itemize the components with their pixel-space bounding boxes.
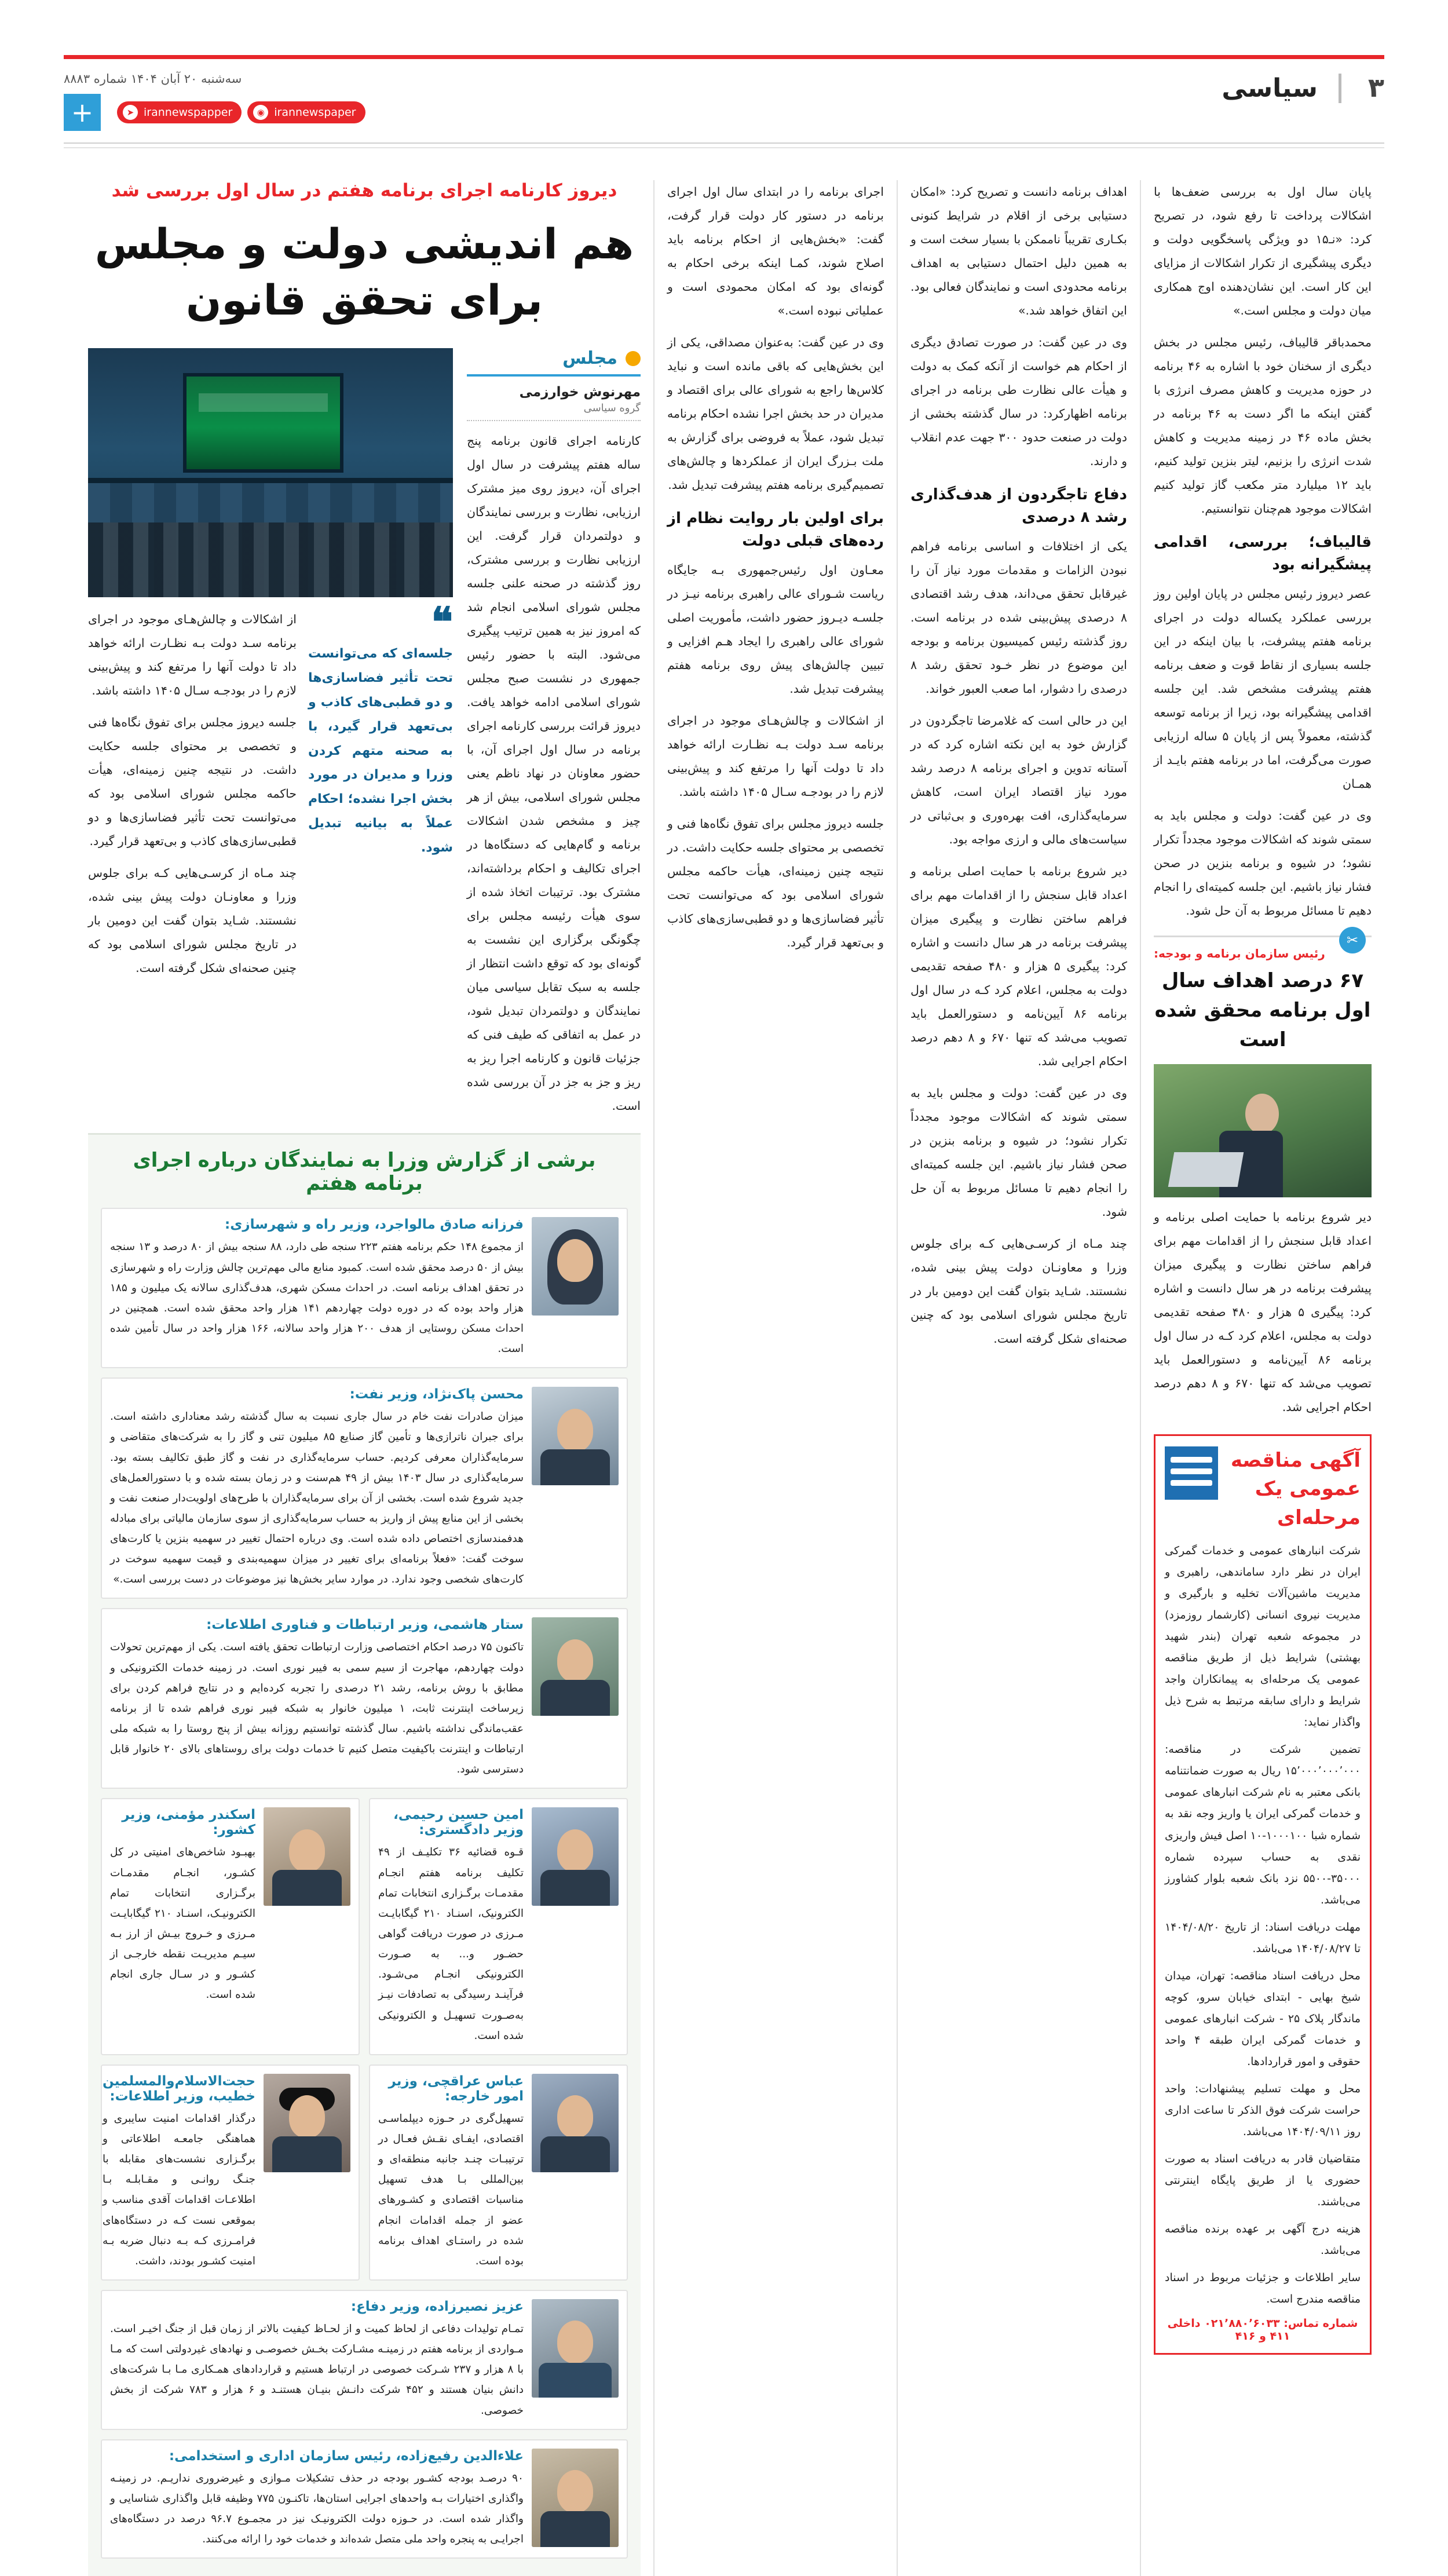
paragraph: اهداف برنامه دانست و تصریح کرد: «امکان دستیابی برخی از اقلام در شرایط کنونی بکـاری تقریباً ناممکن با بسیار سخت است و به همین دلیل احتمال دستیابی به اهداف برنامه محدودی است و نمایندگان فعالی بود. این اتفاق خواهد شد.» — [911, 185, 1127, 317]
divider — [467, 420, 641, 421]
ad-body — [1165, 1540, 1361, 2311]
minister-statement: تسهیل‌گری در حـوزه دیپلماسـی اقتصادی، ایفـای نقـش فعـال در ترتیبـات چنـد جانبه منطقه‌ای و بین‌المللی بـا هدف تسهیل مناسبات اقتصادی و کشـورهای عضو از جمله اقدامات انجام شده در راستـای اهداف برنامه بوده است. — [378, 2112, 524, 2267]
portrait-minister-intelligence — [264, 2074, 350, 2172]
majlis-text: کارنامه اجرای قانون برنامه پنج ساله هفتم پیشرفت در سال اول اجرای آن، دیروز روی میز مشترک ارزیابی، نظارت و بررسی نمایندگان و دولتمردان قرار گرفت. این ارزیابی نظارت و بررسی مشترک، روز گذشته در صحنه علنی جلسه مجلس شورای اسلامی انجام شد که امروز نیز به همین ترتیب پیگیری می‌شود. البته با حضور رئیس جمهوری در نشست صبح مجلس شورای اسلامی ادامه خواهد یافت. دیروز قرائت بررسی کارنامه اجرای برنامه در سال اول اجرای آن، با حضور معاونان در نهاد ناظم یعنی مجلس شورای اسلامی، بیش از هر چیز و مشخص شدن اشکالات برنامه و گام‌هایی که دستگاه‌ها در اجرای تکالیف و احکام برداشته‌اند، مشترک بود. ترتیبات اتخاذ شده از سوی هیأت رئیسه مجلس برای چگونگی برگزاری این نشست به گونه‌ای بود که توقع داشت انتظار از جلسه به سبک تقابل سیاسی میان نمایندگان و دولتمردان تبدیل شود، در عمل به اتفاقی که طیف فنی که جزئیات قانون و کارنامه اجرا ریز به ریز و جز به جز در آن بررسی شده است. — [467, 434, 641, 1113]
majlis-tag — [467, 348, 641, 377]
ad-paragraph: شرکت انبارهای عمومی و خدمات گمرکی ایران در نظر دارد ساماندهی، راهبری و مدیریت ماشین‌آلات تخلیه و بارگیری و مدیریت نیروی انسانی (کارشمار روزمزد) در مجموعه شعبه تهران (بندر شهید بهشتی) شرایط ذیل از طریق مناقصه عمومی یک مرحله‌ای به پیمانکاران واجد شرایط و دارای سابقه مرتبط به شرح ذیل واگذار نماید: — [1165, 1544, 1361, 1729]
parliament-session-photo — [88, 348, 453, 597]
main-content — [64, 180, 1384, 2576]
social-row — [64, 94, 365, 131]
paragraph: وی در عین گفت: در صورت تصادق دیگری از احکام هم خواست از آنکه کمک به دولت و هیأت عالی نظارت طی برنامه در اجرای برنامه اظهارکرد: در سال گذشته بخشی از دولت در صنعت حدود ۳۰۰ جهت عدم انقلاب و دارند. — [911, 335, 1127, 468]
col-a-text — [1154, 180, 1372, 923]
report-card[interactable] — [101, 1208, 628, 1368]
column-a — [1141, 180, 1384, 2576]
customs-logo — [1165, 1446, 1218, 1500]
report-card[interactable] — [369, 2065, 628, 2281]
col-c-text — [667, 180, 884, 955]
highlight-card — [1154, 932, 1372, 1197]
subheading: برای اولین بار روایت نظام از رده‌های قبلی دولت — [667, 510, 884, 550]
report-card[interactable] — [101, 1798, 360, 2055]
portrait-minister-roads — [532, 1217, 619, 1316]
telegram-icon: ➤ — [123, 105, 138, 120]
masthead-rules — [64, 142, 1384, 148]
ad-paragraph: مهلت دریافت اسناد: از تاریخ ۱۴۰۴/۰۸/۲۰ تا ۱۴۰۴/۰۸/۲۷ می‌باشد. — [1165, 1920, 1361, 1955]
instagram-icon: ◉ — [253, 105, 268, 120]
paragraph: دیر شروع برنامه با حمایت اصلی برنامه و اعداد قابل سنجش را از اقدامات مهم برای فراهم ساختن نظارت و پیگیری میزان پیشرفت برنامه در هر سال دانست و اشاره کرد: پیگیری ۵ هزار و ۴۸۰ صفحه تقدیمی دولت به مجلس، اعلام کرد کـه در سال اول برنامه ۸۶ آیین‌نامه و دستورالعمل باید تصویب می‌شد که تنها ۶۷۰ و ۸ دهم درصد احکام اجرایی شد. — [911, 864, 1127, 1068]
minister-name: حجت‌الاسلام‌والمسلمین خطیب، وزیر اطلاعات: — [103, 2073, 255, 2104]
ad-paragraph: هزینه درج آگهی بر عهده برنده مناقصه می‌باشد. — [1165, 2223, 1361, 2257]
column-b — [898, 180, 1141, 2576]
portrait-photo-budget-chief — [1154, 1064, 1372, 1197]
col-d-text — [88, 608, 297, 988]
minister-statement: قـوه قضائیه ۳۶ تکلیـف از ۴۹ تکلیف برنامه هفتم انجـام مقدمـات برگـزاری انتخابات تمام الکترونیک، اسنـاد ۲۱۰ گیگابایـت مـرزی در صورت دریافت گواهی حضـور و... به صـورت الکترونیکی انجـام می‌شـود. فرآینـد رسیدگی به تصادفات نیـز به‌صـورت تسهیـل و الکترونیکی شده است. — [378, 1846, 524, 2042]
paragraph: از اشکالات و چالش‌هـای موجود در اجرای برنامه سـد دولت بـه نظـارت ارائه خواهد داد تا دولت آنها را مرتفع کند و پیش‌بینی لازم را در بودجـه سـال ۱۴۰۵ داشته باشد. — [667, 714, 884, 799]
portrait-minister-ict — [532, 1617, 619, 1716]
minister-statement: از مجموع ۱۴۸ حکم برنامه هفتم ۲۲۳ سنجه طی دارد، ۸۸ سنجه بیش از ۸۰ درصد و ۱۳ سنجه بیش از ۵۰ درصد محقق شده است. کمبود منابع مالی مهم‌ترین چالش وزارت راه و شهرسازی در تحقق اهداف برنامه است. در احداث مسکن شهری، هدف‌گذاری سالانه یک میلیون و ۱۸۵ هزار واحد بوده که در دوره دولت چهاردهم ۱۴۱ هزار واحد محقق شده است. همچنین در احداث مسکن روستایی از هدف ۲۰۰ هزار واحد سالانه، ۱۶۶ هزار واحد در سال تأمین شده است. — [110, 1241, 524, 1355]
highlight-title: ۶۷ درصد اهداف سال اول برنامه محقق شده است — [1154, 969, 1371, 1051]
paragraph: چند مـاه از کرسـی‌هایی کـه برای جلوس وزرا و معاونـان دولت پیش بینی شده، نشستند. شـاید بتوان گفت این دومین بار در تاریخ مجلس شورای اسلامی بود که چنین صحنه‌ای شکل گرفته است. — [88, 866, 297, 975]
minister-name: فرزانه صادق مالواجرد، وزیر راه و شهرسازی: — [225, 1217, 524, 1233]
report-card[interactable] — [101, 2439, 628, 2559]
report-card[interactable] — [101, 2290, 628, 2430]
byline-desk: گروه سیاسی — [583, 402, 641, 415]
minister-name: عزیز نصیرزاده، وزیر دفاع: — [350, 2299, 524, 2314]
article-headline: هم اندیشی دولت و مجلس برای تحقق قانون — [94, 220, 634, 325]
paragraph: اجرای برنامه را در ابتدای سال اول اجرای برنامه در دستور کار دولت قرار گرفت، گفت: «بخش‌هایی از احکام برنامه باید اصلاح شوند، کمـا اینکه برخی احکام به گونه‌ای بود که امکان محمودی است و عملیاتی نبوده است.» — [667, 185, 884, 317]
paragraph: یکی از اختلافات و اساسی برنامه فراهم نبودن الزامات و مقدمات مورد نیاز آن را غیرقابل تحقق می‌داند، هدف رشد اقتصادی ۸ درصدی پیش‌بینی شده در برنامه است. روز گذشته رئیس کمیسیون برنامه و بودجه این موضوع در نظر خـود تحقق رشد ۸ درصدی را دشوار، اما صعب العبور خواند. — [911, 539, 1127, 696]
ad-paragraph: تضمین شرکت در مناقصه: ۱۵٬۰۰۰٬۰۰۰٬۰۰۰ ریال به صورت ضمانتنامه بانکی معتبر به نام شرکت انبارهای عمومی و خدمات گمرکی ایران یا واریز وجه نقد به شماره شبا ۱۰۰۰۱۰۰-۱۰ اصل فیش واریزی نقدی به حساب سپرده شماره ۳۵۰۰۰-۵۵۰۰ نزد بانک شعبه بلوار کشاورز می‌باشد. — [1165, 1743, 1361, 1906]
masthead — [64, 55, 1384, 165]
minister-statement: تاکنون ۷۵ درصد احکام اختصاصی وزارت ارتباطات تحقق یافته است. یکی از مهم‌ترین تحولات دولت چهاردهم، مهاجرت از سیم سمی به فیبر نوری است. در زمینه خدمات الکترونیکی و مطابق با روش برنامه، رشد ۲۱ درصدی را تجربه کرده‌ایم و در نتایج فراهم کردن برای زیرساخت اینترنت ثابت، ۱ میلیون خانوار به شبکه فیبر نوری فراهم شده تا از برنامه عقب‌ماندگی نداشته باشیم. سال گذشته توانستیم روزانه بیش از پنج روستا را به شبکه ملی ارتباطات و اینترنت باکیفیت متصل کنیم تا خدمات دولت برای روستاهای بالای ۲۰ خانوار قابل دسترسی شود. — [110, 1641, 524, 1776]
column-c — [654, 180, 898, 2576]
column-d — [75, 180, 654, 2576]
majlis-label: مجلس — [562, 348, 617, 369]
portrait-minister-defense — [532, 2299, 619, 2398]
paragraph: محمدباقر قالیباف، رئیس مجلس در بخش دیگری از سخنان خود با اشاره به ۴۶ برنامه در حوزه مدیریت و کاهش مصرف انرژی با گفتن اینکه ما اگر دست به ۴۶ برنامه در بخش ماده ۴۶ در زمینه مدیریت و کاهش شدت انرژی را بزنیم، لیتر بنزین تولید کنیم، باید ۱۲ میلیارد متر مکعب گاز تولید کنیم اشکالات موجود هم‌چنان نتوانستیم. — [1154, 335, 1372, 516]
bullet-icon — [626, 351, 641, 366]
report-card[interactable] — [369, 1798, 628, 2055]
majlis-sidebar — [467, 348, 641, 1118]
tender-advertisement — [1154, 1434, 1372, 2355]
paragraph: معـاون اول رئیس‌جمهوری بـه جایگاه ریاست شـورای عالی راهبری برنامه نیـز در جلسـه دیـروز حضور داشت، مأموریت اصلی شورای عالی راهبری را ایجاد هـم افزایی و تبیین چالش‌های پیش روی برنامه هفتم پیشرفت تبدیل شد. — [667, 563, 884, 696]
ad-paragraph: محل و مهلت تسلیم پیشنهادات: واحد حراست شرکت فوق الذکر تا ساعت اداری روز ۱۴۰۴/۰۹/۱۱ می‌باشد. — [1165, 2082, 1361, 2139]
minister-statement: تمـام تولیدات دفاعی از لحاظ کمیت و از لحـاظ کیفیت بالاتر از زمان قبل از جنگ اخیـر است. مـواردی از برنامه هفتم در زمینـه مشـارکت بخـش خصوصـی و نهادهای غیردولتی است که مـا با ۸ هزار و ۲۳۷ شـرکت خصوصی در ارتباط هستیم و قراردادهای همـکار‌ی مـا بـا شرکت‌های دانش بنیان هستند و ۴۵۲ شرکت دانـش بنیـان هستنـد و ۶ هزار و ۷۸۳ شرکت از بخش خصوصی. — [110, 2323, 524, 2417]
paragraph: جلسه دیروز مجلس برای تفوق نگاه‌ها فنی و تخصصی بر محتوای جلسه حکایت داشت. در نتیجه چنین زمینه‌ای، هیأت حاکمه مجلس شورای اسلامی بود که می‌توانست تحت تأثیر فضاسازی‌ها و دو قطبی‌سازی‌های کاذب و بی‌تعهد قرار گیرد. — [88, 715, 297, 849]
paragraph: از اشکالات و چالش‌هـای موجود در اجرای برنامه سـد دولت بـه نظـارت ارائه خواهد داد تا دولت آنها را مرتفع کند و پیش‌بینی لازم را در بودجـه سـال ۱۴۰۵ داشته باشد. — [88, 612, 297, 698]
report-card[interactable] — [101, 1377, 628, 1599]
paragraph: وی در عین گفت: دولت و مجلس باید به سمتی شوند که اشکالات موجود مجدداً تکرار نشود؛ در شیوه و برنامه بنزین در صحن فشار نیاز باشیم. این جلسه کمیته‌ای را انجام دهیم تا مسائل مربوط به آن حل شود. — [1154, 809, 1372, 918]
minister-statement: درگذار اقدامات امنیت سایبری و هماهنگی جامعـه اطلاعاتی و برگـزاری نشست‌های مقابله با جنـگ روانـی و مقـابلـه بـا اطلاعـات اقدامات آقدی مناسب و بموقعی نست کـه در دستگاه‌های فرامـرزی کـه بـه دنبال ضربه بـه امنیت کشـور بودند، داشت. — [103, 2112, 255, 2267]
paragraph: این در حالی است که غلامرضا تاجگردون در گزارش خود به این نکته اشاره کرد که در آستانه تدوین و اجرای برنامه ۸ درصد رشد مورد نیاز اقتصاد ایران است، کاهش سرمایه‌گذاری، افت بهره‌وری و بی‌ثباتی در سیاست‌های مالی و ارزی مواجه بود. — [911, 714, 1127, 846]
issue-line: سه‌شنبه ۲۰ آبان ۱۴۰۴ شماره ۸۸۸۳ — [64, 72, 242, 86]
top-red-rule — [64, 55, 1384, 59]
byline-author: مهرنوش خوارزمی — [519, 385, 641, 400]
social-instagram[interactable] — [247, 101, 365, 123]
col-b-text — [911, 180, 1127, 1351]
highlight-eyebrow: رئیس سازمان برنامه و بودجه: — [1154, 947, 1325, 960]
col-a-text-2 — [1154, 1205, 1372, 1419]
paragraph: وی در عین گفت: دولت و مجلس باید به سمتی شوند که اشکالات موجود مجدداً تکرار نشود؛ در شیوه و برنامه بنزین در صحن فشار نیاز باشیم. این جلسه کمیته‌ای را انجام دهیم تا مسائل مربوط به آن حل شود. — [911, 1086, 1127, 1219]
pull-quote-text: جلسه‌ای که می‌توانست تحت تأثیر فضاسازی‌ها و دو قطبی‌های کاذب و بی‌تعهد قرار گیرد، با به صحنه متهم کردن وزرا و مدیران در مورد بخش اجرا نشده؛ احکام عملاً به بیانیه تبدیل شود. — [308, 646, 453, 855]
ministers-report-section — [88, 1133, 641, 2576]
ad-paragraph: محل دریافت اسناد مناقصه: تهران، میدان شیخ بهایی - ابتدای خیابان سرو، کوچه ماندگار پلاک ۲۵ - شرکت انبارهای عمومی و خدمات گمرکی ایران طبقه ۴ واحد حقوقی و امور قراردادها. — [1165, 1969, 1361, 2068]
paragraph: پایان سال اول به بررسی ضعف‌ها با اشکالات پرداخت تا رفع شود، در تصریح کرد: «نـ۱۵ دو ویژگی پاسخگویی دولت و دیگری پیشگیری از تکرار اشکالات از مزایای این کار است. این نشان‌دهنده اوج همکاری میان دولت و مجلس است.» — [1154, 185, 1372, 317]
report-card[interactable] — [101, 2065, 360, 2281]
minister-statement: بهبـود شاخص‌های امنیتی در کل کشـور، انجـام مقدمـات برگـزاری انتخابات تمام الکترونیـک، اسنـاد ۲۱۰ گیگابایـت مـرزی و خـروج بیـش از ارز بـه سیـم مدیریـت نقطه خارجـی از کشـور و در سـال جاری انجام شده است. — [110, 1846, 255, 2001]
minister-name: اسکندر مؤمنی، وزیر کشور: — [122, 1807, 255, 1838]
paragraph: دیر شروع برنامه با حمایت اصلی برنامه و اعداد قابل سنجش را از اقدامات مهم برای فراهم ساختن نظارت و پیگیری میزان پیشرفت برنامه در هر سال دانست و اشاره کرد: پیگیری ۵ هزار و ۴۸۰ صفحه تقدیمی دولت به مجلس، اعلام کرد کـه در سال اول برنامه ۸۶ آیین‌نامه و دستورالعمل باید تصویب می‌شد که تنها ۶۷۰ و ۸ دهم درصد احکام اجرایی شد. — [1154, 1210, 1372, 1414]
minister-name: عباس عراقچی، وزیر امور خارجه: — [388, 2073, 524, 2104]
portrait-minister-foreign — [532, 2074, 619, 2172]
paragraph: وی در عین گفت: به‌عنوان مصداقی، یکی از این بخش‌هایی که باقی مانده است و نباید کلاس‌ها راجع به شورای عالی برای اقتصاد و مدیران در حد بخش اجرا نشده احکام برنامه تبدیل شود، عملاً به فروضی برای گزارش به ملت بـزرگ ایران از عملکردها و چالش‌های تصمیم‌گیری برنامه هفتم پیشرفت تبدیل شد. — [667, 335, 884, 492]
page-number: ۳ — [1367, 72, 1384, 103]
minister-statement: میزان صادرات نفت خام در سال جاری نسبت به سال گذشته رشد معناداری داشته است. برای جبران ناترازی‌ها و تأمین گاز صنایع ۸۵ میلیون تنی و گاز را به شرکت‌های متقاضی و سرمایه‌گذاران معرفی کردیم. حساب سرمایه‌گذاری در نفت و گاز طبق تکالیف بسته بود. سرمایه‌گذاری در سال ۱۴۰۳ بیش از ۴۹ هم‌سنت و در زمان بسته شده و با دستورالعمل‌های جدید شروع شده است. بخشی از آن برای سرمایه‌گذاران با طرح‌های اولویت‌دار صنعت نفت و بخشی از این منابع پیش از واریز به حساب سرمایه‌گذاری از سوی سازمان مالیاتی برای مبادله هدفمند‌سازی اختصاص داده شده است. وی درباره احتمال تغییر در سهمیه بنزین یا کارت‌های سوخت گفت: «فعلاً برنامه‌ای برای تغییر در میزان سهمیه‌بندی و قیمت سهمیه سوخت در کارت‌های شخصی وجود ندارد. در موارد سایر بخش‌ها نیز موضوعات در دست بررسی است.» — [110, 1411, 524, 1586]
paragraph: عصر دیروز رئیس مجلس در پایان اولین روز بررسی عملکرد یکساله دولت در اجرای برنامه هفتم پیشرفت، با بیان اینکه در این جلسه بسیاری از نقاط قوت و ضعف برنامه هفتم پیشرفت مشخص شد. این جلسه اقدامی پیشگیرانه بود، زیرا از برنامه توسعه گذشته، معمولاً پس از پایان ۵ ساله ارزیابی صورت می‌گرفت، اما در برنامه هفتم بایـد از همـان — [1154, 587, 1372, 791]
paragraph: چند مـاه از کرسـی‌هایی کـه برای جلوس وزرا و معاونـان دولت پیش بینی شده، نشستند. شـاید بتوان گفت این دومین بار در تاریخ مجلس شورای اسلامی بود که چنین صحنه‌ای شکل گرفته است. — [911, 1237, 1127, 1346]
portrait-admin-chief — [532, 2449, 619, 2547]
telegram-handle: irannewspapper — [144, 106, 233, 119]
ad-title: آگهی مناقصه عمومی یک مرحله‌ای — [1230, 1449, 1361, 1529]
paragraph: جلسه دیروز مجلس برای تفوق نگاه‌ها فنی و تخصصی بر محتوای جلسه حکایت داشت. در نتیجه چنین زمینه‌ای، هیأت حاکمه مجلس شورای اسلامی بود که می‌توانست تحت تأثیر فضاسازی‌ها و دو قطبی‌سازی‌های کاذب و بی‌تعهد قرار گیرد. — [667, 817, 884, 949]
social-telegram[interactable] — [117, 101, 242, 123]
minister-statement: ۹۰ درصـد بودجه کشـور بودجه در حذف تشکیلات مـوازی و غیرضروری نداریـم. در زمینـه واگذاری اختیارات بـه واحدهای اجرایی استان‌ها، تاکنـون ۷۷۵ وظیفه قابل واگذاری شناسایی و واگذار شده است. در حـوزه دولت الکترونیـک نیز در مجمـوع ۹۶.۷ درصد در دستگاه‌های اجرایـی به پنجره واحد ملی متصل شده‌اند و خدمات خود را ارائه می‌کنند. — [110, 2472, 524, 2546]
ad-paragraph: متقاضیان قادر به دریافت اسناد به صورت حضوری یا از طریق پایگاه اینترنتی می‌باشند. — [1165, 2153, 1361, 2209]
plus-icon[interactable]: + — [64, 94, 101, 131]
portrait-minister-interior — [264, 1807, 350, 1906]
report-title: برشی از گزارش وزرا به نمایندگان درباره اجرای برنامه هفتم — [133, 1149, 596, 1196]
subheading: قالیباف؛ بررسی، اقدامی پیشگیرانه بود — [1154, 534, 1372, 573]
minister-name: امین حسین رحیمی، وزیر دادگستری: — [393, 1807, 524, 1838]
report-card[interactable] — [101, 1608, 628, 1789]
instagram-handle: irannewspaper — [274, 106, 356, 119]
minister-name: ستار هاشمی، وزیر ارتباطات و فناوری اطلاعات: — [206, 1617, 524, 1633]
pull-quote — [308, 598, 453, 988]
ad-phone: شماره تماس: ۰۲۱٬۸۸۰٬۶۰۳۳ داخلی ۴۱۱ و ۴۱۶ — [1167, 2317, 1358, 2343]
portrait-minister-oil — [532, 1387, 619, 1485]
section-name: سیاسی — [1222, 74, 1341, 103]
scissors-icon: ✂ — [1339, 927, 1366, 953]
ad-paragraph: سایر اطلاعات و جزئیات مربوط در اسناد مناقصه مندرج است. — [1165, 2271, 1361, 2306]
newspaper-page — [0, 55, 1448, 2576]
minister-name: محسن پاک‌نژاد، وزیر نفت: — [349, 1387, 524, 1402]
report-cards — [101, 1208, 628, 2559]
minister-name: علاءالدین رفیع‌زاده، رئیس سازمان اداری و استخدامی: — [169, 2448, 524, 2464]
article-kicker: دیروز کارنامه اجرای برنامه هفتم در سال اول بررسی شد — [111, 180, 617, 201]
portrait-minister-justice — [532, 1807, 619, 1906]
quote-mark-icon: ❝ — [431, 598, 453, 646]
subheading: دفاع تاجگردون از هدف‌گذاری رشد ۸ درصدی — [911, 486, 1127, 526]
